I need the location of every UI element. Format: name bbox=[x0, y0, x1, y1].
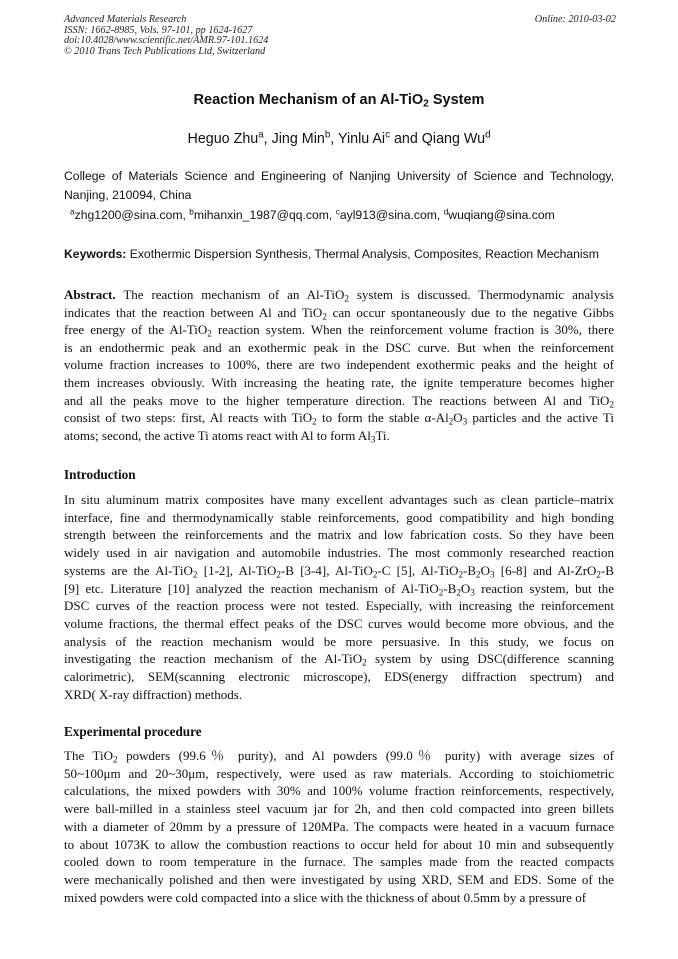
text-line: 50~100μm and 20~30μm, respectively, were used as raw materials. According to stoichiometric bbox=[64, 765, 614, 781]
text-line: and all the peaks move to the higher temperature direction. The reactions between Al and TiO$_2$ bbox=[64, 392, 614, 409]
text-line: [9] etc. Literature [10] analyzed the reaction mechanism of $Al-TiO_2-B_2O_3$ reaction system, but the bbox=[64, 580, 614, 597]
text-line: In situ aluminum matrix composites have many excellent advantages such as clean particle–matrix bbox=[64, 492, 614, 507]
paper-title: Reaction Mechanism of an Al-TiO$_2$ System bbox=[193, 92, 485, 110]
email-address: ayl913@sina.com bbox=[339, 208, 437, 222]
text-line: indicates that the reaction between Al and TiO$_2$ can occur spontaneously due to the negative Gibbs bbox=[64, 304, 614, 321]
online-date: Online: 2010-03-02 bbox=[534, 14, 616, 25]
text-line: atoms; second, the active Ti atoms react with Al to form $Al_3Ti$. bbox=[64, 427, 390, 445]
text-line: calorimetric), SEM(scanning electronic microscope), EDS(energy diffraction spectrum) and bbox=[64, 669, 614, 685]
journal-doi: doi:10.4028/www.scientific.net/AMR.97-101.1624 bbox=[64, 35, 269, 47]
email-address: wuqiang@sina.com bbox=[448, 208, 555, 222]
text-line: Abstract. The reaction mechanism of an Al-TiO$_2$ system is discussed. Thermodynamic analysis bbox=[64, 287, 614, 304]
journal-issn: ISSN: 1662-8985, Vols. 97-101, pp 1624-1627 bbox=[64, 24, 253, 36]
introduction-paragraph bbox=[64, 491, 614, 703]
author: Jing Min bbox=[271, 131, 325, 147]
email-list: $^a$zhg1200@sina.com, $^b$mihanxin_1987@qq.com, $^c$ayl913@sina.com, $^d$wuqiang@sina.com bbox=[70, 206, 555, 222]
text-line: to about 1073K to allow the combustion reactions to occur held for about 10 min and subsequently bbox=[64, 836, 614, 852]
experimental-paragraph bbox=[64, 747, 614, 906]
text-line: widely used in air navigation and automobile industries. The most commonly researched reaction bbox=[64, 545, 614, 561]
author-list: Heguo Zhu$^a$, Jing Min$^b$, Yinlu Ai$^c$ and Qiang Wu$^d$ bbox=[187, 129, 491, 147]
text-line: strength between the reinforcements and the matrix and low fabrication costs. So they have been bbox=[64, 527, 614, 543]
text-line: with a diameter of 20mm by a pressure of 120MPa. The compacts were heated in a vacuum furnace bbox=[64, 818, 614, 834]
text-line: cooled down to room temperature in the furnace. The samples made from the reacted compacts bbox=[64, 854, 614, 870]
journal-copyright: © 2010 Trans Tech Publications Ltd, Switzerland bbox=[64, 45, 266, 57]
text-line: them increases obviously. With increasing the heating rate, the ignite temperature becomes higher bbox=[64, 374, 614, 390]
text-line: investigating the reaction mechanism of the Al-TiO$_2$ system by using DSC(difference scanning bbox=[64, 651, 615, 668]
text-line: volume fraction increases to 100%, there are two independent exothermic peaks and the height of bbox=[64, 357, 614, 373]
text-line: The TiO$_2$ powders (99.6％ purity), and Al powders (99.0％ purity) with average sizes of bbox=[64, 748, 614, 765]
author: Yinlu Ai bbox=[337, 131, 386, 147]
section-heading-experimental: Experimental procedure bbox=[64, 724, 202, 739]
text-line: calculations, the mixed powders with 30% and 100% volume fraction reinforcements, respectively, bbox=[64, 783, 614, 799]
section-heading-introduction: Introduction bbox=[64, 467, 136, 482]
text-line: DSC curves of the reaction process were not tested. Especially, with increasing the reinforcement bbox=[64, 598, 614, 614]
keywords bbox=[64, 247, 624, 261]
text-line: XRD( X-ray diffraction) methods. bbox=[64, 686, 243, 702]
text-line: systems are the Al-TiO$_2$ [1-2], Al-TiO$_2$-B [3-4], Al-TiO$_2$-C [5], $Al-TiO_2-B_2O_3$ [6-8] and Al-ZrO$_2$-B bbox=[64, 562, 614, 580]
abstract bbox=[64, 286, 614, 444]
author: Heguo Zhu bbox=[187, 131, 259, 147]
text-line: were ball-milled in a stainless steel vacuum jar for 2h, and then cold compacted into green billets bbox=[64, 801, 614, 817]
text-line: interface, fine and thermodynamically stable reinforcements, good compatibility and high bonding bbox=[64, 509, 614, 525]
author: Qiang Wu bbox=[421, 131, 486, 147]
email-address: zhg1200@sina.com bbox=[74, 208, 183, 222]
text-line: consist of two steps: first, Al reacts with TiO$_2$ to form the stable $\alpha-Al_2O_3$ particles and the active Ti bbox=[64, 410, 614, 427]
text-line: free energy of the Al-TiO$_2$ reaction system. When the reinforcement volume fraction is 30%, there bbox=[64, 322, 615, 339]
text-line: were mechanically polished and then were investigated by using XRD, SEM and EDS. Some of the bbox=[64, 871, 614, 887]
text-line: mixed powders were cold compacted into a slice with the thickness of about 0.5mm by a pressure of bbox=[64, 889, 587, 905]
text-line: analysis of the reaction mechanism would be more persuasive. In this study, we focus on bbox=[64, 633, 614, 649]
keywords-label: Keywords: bbox=[64, 247, 127, 261]
abstract-label: Abstract. bbox=[64, 287, 116, 302]
journal-header bbox=[64, 15, 616, 57]
journal-name: Advanced Materials Research bbox=[64, 14, 187, 25]
email-address: mihanxin_1987@qq.com bbox=[193, 208, 329, 222]
affiliation: College of Materials Science and Engineering of Nanjing University of Science and Technology, Nanjing, 210094, China bbox=[64, 169, 614, 202]
text-line: volume fractions, the thermal effect peaks of the DSC curves would become more obvious, and the bbox=[64, 615, 614, 631]
text-line: is an endothermic peak and an exothermic peak in the DSC curve. But when the reinforcement bbox=[64, 339, 614, 355]
keywords-text: Exothermic Dispersion Synthesis, Thermal Analysis, Composites, Reaction Mechanism bbox=[129, 247, 599, 261]
